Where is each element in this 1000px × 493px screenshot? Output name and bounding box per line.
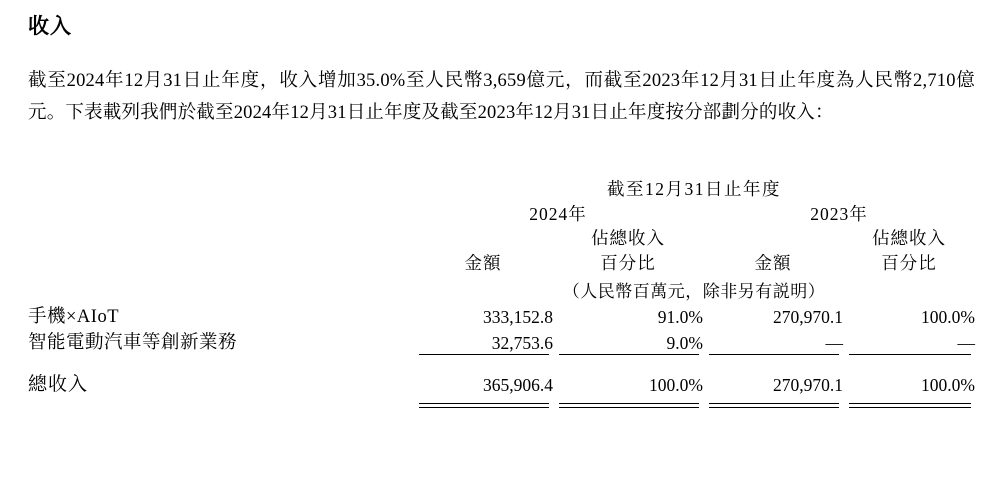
year-header-2024: 2024年 [529, 204, 587, 224]
amount-2023-header: 金額 [754, 253, 792, 274]
section-paragraph: 截至2024年12月31日止年度，收入增加35.0%至人民幣3,659億元，而截至2023年12月31日止年度為人民幣2,710億元。下表載列我們於截至2024年12月31日止年度及截至2023年12月31日止年度按分部劃分的收入： [28, 71, 975, 123]
table-row [28, 328, 975, 354]
row-label-ev-innovation: 智能電動汽車等創新業務 [28, 332, 238, 353]
revenue-by-segment-table [28, 176, 975, 408]
table-header [28, 176, 975, 302]
cell-percent-2024-ev-innovation: 9.0% [666, 332, 703, 353]
table-row-total [28, 369, 975, 396]
percent-2024-header-line2: 百分比 [600, 253, 656, 274]
table-header-row-sub-bottom [28, 251, 975, 276]
cell-amount-2023-total: 270,970.1 [773, 374, 843, 395]
table-unit-note-row [28, 277, 975, 302]
cell-percent-2023-ev-innovation: — [957, 332, 975, 353]
cell-amount-2024-ev-innovation: 32,753.6 [491, 332, 553, 353]
spacer-cell [28, 176, 413, 201]
spacer-cell [28, 402, 413, 408]
cell-percent-2023-total: 100.0% [921, 374, 975, 395]
period-span-header: 截至12月31日止年度 [607, 179, 781, 199]
spacer-cell [413, 355, 553, 369]
spacer-cell [553, 355, 703, 369]
cell-percent-2024-phone-aiot: 91.0% [657, 306, 703, 327]
spacer-cell [703, 355, 843, 369]
total-double-rule-row [28, 402, 975, 408]
table-header-row-span [28, 176, 975, 201]
spacer-cell [28, 277, 413, 302]
cell-percent-2023-phone-aiot: 100.0% [921, 306, 975, 327]
table-header-row-years [28, 201, 975, 226]
year-header-2023: 2023年 [810, 204, 868, 224]
spacer-cell [28, 355, 413, 369]
amount-2024-header: 金額 [464, 253, 502, 274]
spacer-cell [843, 355, 975, 369]
cell-amount-2023-phone-aiot: 270,970.1 [773, 306, 843, 327]
double-rule-amount-2024 [413, 402, 553, 408]
double-rule-percent-2024 [553, 402, 703, 408]
spacer-cell [28, 251, 413, 276]
table-body [28, 302, 975, 408]
cell-amount-2024-total: 365,906.4 [483, 374, 553, 395]
percent-2023-header-line1: 佔總收入 [872, 228, 946, 248]
table-row [28, 302, 975, 328]
spacer-cell [703, 226, 843, 251]
cell-amount-2023-ev-innovation: — [825, 332, 843, 353]
unit-note: （人民幣百萬元，除非另有説明） [562, 281, 826, 301]
row-label-total: 總收入 [28, 373, 89, 395]
spacer-cell [28, 201, 413, 226]
percent-2024-header-line1: 佔總收入 [591, 228, 665, 248]
double-rule-percent-2023 [843, 402, 975, 408]
cell-percent-2024-total: 100.0% [649, 374, 703, 395]
cell-amount-2024-phone-aiot: 333,152.8 [483, 306, 553, 327]
page-title: 收入 [28, 14, 72, 38]
table-header-row-sub-top [28, 226, 975, 251]
double-rule-amount-2023 [703, 402, 843, 408]
revenue-table-container [28, 176, 975, 408]
row-label-phone-aiot: 手機×AIoT [28, 306, 120, 327]
percent-2023-header-line2: 百分比 [881, 253, 937, 274]
spacer-cell [413, 226, 553, 251]
spacer-row [28, 355, 975, 369]
spacer-cell [28, 226, 413, 251]
